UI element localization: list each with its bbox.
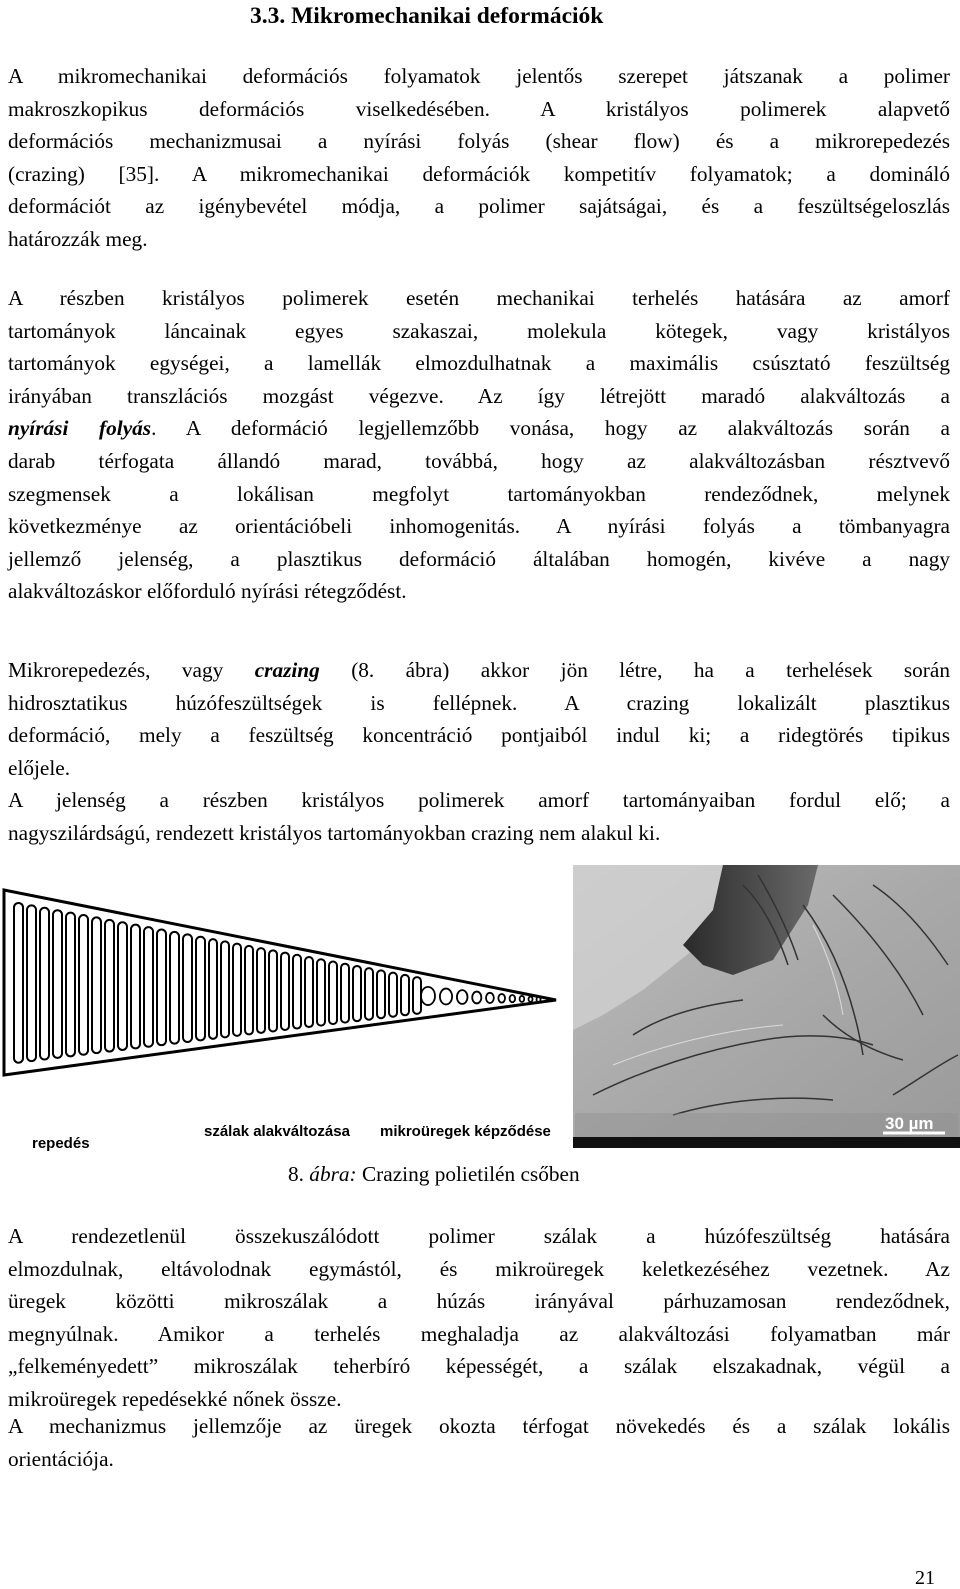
fibril: [27, 905, 36, 1061]
fibril: [209, 939, 217, 1039]
text-line: megnyúlnak. Amikor a terhelés meghaladja az alakváltozási folyamatban már: [8, 1321, 950, 1346]
paragraph-crazing: [8, 654, 950, 784]
fibril: [183, 934, 192, 1042]
text-line: A részben kristályos polimerek esetén mechanikai terhelés hatására az amorf: [8, 286, 950, 310]
info-strip: [573, 1137, 960, 1148]
fibril: [245, 946, 253, 1035]
fibril: [53, 910, 62, 1058]
fibril: [170, 932, 179, 1044]
fibril: [365, 968, 373, 1020]
label-void-formation: mikroüregek képződése: [380, 1123, 551, 1140]
paragraph-summary: [8, 1410, 950, 1475]
text-line: makroszkopikus deformációs viselkedésében. A kristályos polimerek alapvető: [8, 96, 950, 121]
text-line: A rendezetlenül összekuszálódott polimer szálak a húzófeszültség hatására: [8, 1224, 950, 1248]
text-fragment: . A deformáció legjellemzőbb vonása, hogy az alakváltozás során a: [151, 416, 950, 441]
fibril: [144, 927, 153, 1047]
fibril: [257, 948, 265, 1033]
void: [457, 990, 468, 1004]
text-line: nagyszilárdságú, rendezett kristályos tartományokban crazing nem alakul ki.: [8, 820, 661, 845]
void: [498, 994, 505, 1003]
void: [440, 989, 452, 1005]
fibril: [377, 970, 385, 1018]
fibril: [353, 966, 361, 1021]
fibril: [131, 925, 140, 1049]
term-shear-flow: nyírási folyás: [8, 416, 152, 441]
craze-schematic-diagram: [0, 880, 572, 1155]
fibril: [118, 922, 127, 1050]
text-line: irányában transzlációs mozgást végezve. Az így létrejött maradó alakváltozás a: [8, 383, 950, 408]
scale-bar-label: 30 µm: [885, 1114, 934, 1133]
label-fibril-deformation: szálak alakváltozása: [204, 1123, 350, 1140]
text-line: tartományok láncainak egyes szakaszai, molekula kötegek, vagy kristályos: [8, 318, 950, 343]
section-heading: 3.3. Mikromechanikai deformációk: [250, 3, 604, 29]
fibril: [79, 915, 88, 1055]
fibril: [341, 964, 349, 1023]
page-number: 21: [915, 1567, 935, 1589]
fibril: [389, 973, 397, 1017]
void: [537, 997, 541, 1002]
fibril: [196, 937, 205, 1041]
fibril: [305, 957, 313, 1027]
paragraph-intro: [8, 60, 950, 256]
void: [421, 987, 435, 1005]
text-line: jellemző jelenség, a plasztikus deformáció általában homogén, kivéve a nagy: [8, 546, 950, 571]
label-crack: repedés: [32, 1135, 90, 1152]
fibril: [40, 908, 49, 1060]
text-line: deformációs mechanizmusai a nyírási folyás (shear flow) és a mikrorepedezés: [8, 129, 950, 154]
fibril: [317, 959, 325, 1025]
text-line: határozzák meg.: [8, 226, 148, 251]
text-line: A mechanizmus jellemzője az üregek okozta térfogat növekedés és a szálak lokális: [8, 1414, 950, 1438]
text-line: A jelenség a részben kristályos polimerek amorf tartományaiban fordul elő; a: [8, 788, 950, 812]
fibril: [233, 944, 241, 1036]
sem-micrograph: [573, 865, 960, 1148]
text-line: alakváltozáskor előforduló nyírási rétegződést.: [8, 579, 407, 604]
text-line: deformációt az igénybevétel módja, a polimer sajátságai, és a feszültségeloszlás: [8, 194, 950, 219]
fibril: [281, 953, 289, 1030]
text-line: elmozdulnak, eltávolodnak egymástól, és mikroüregek keletkezéséhez vezetnek. Az: [8, 1256, 950, 1281]
fibril: [66, 913, 75, 1057]
text-fragment: (8. ábra) akkor jön létre, ha a terhelések során: [319, 658, 950, 682]
text-line: „felkeményedett” mikroszálak teherbíró képességét, a szálak elszakadnak, végül a: [8, 1354, 950, 1379]
fibril: [269, 950, 277, 1031]
text-line: szegmensek a lokálisan megfolyt tartományokban rendeződnek, melynek: [8, 481, 950, 506]
fibril: [221, 941, 229, 1037]
text-line-emphasis: [8, 654, 950, 687]
term-crazing: crazing: [254, 658, 320, 682]
fibril: [329, 961, 337, 1024]
fibril: [157, 930, 166, 1046]
text-line: darab térfogata állandó marad, továbbá, hogy az alakváltozásban résztvevő: [8, 448, 950, 473]
text-line: orientációja.: [8, 1446, 114, 1471]
void: [529, 997, 533, 1002]
text-line: előjele.: [8, 755, 71, 780]
void: [486, 993, 494, 1003]
text-line: A mikromechanikai deformációs folyamatok jelentős szerepet játszanak a polimer: [8, 64, 950, 88]
caption-label: ábra:: [309, 1162, 357, 1186]
caption-text: Crazing polietilén csőben: [356, 1162, 580, 1186]
caption-number: 8.: [288, 1162, 310, 1186]
text-line: következménye az orientációbeli inhomogenitás. A nyírási folyás a tömbanyagra: [8, 514, 950, 539]
text-line: (crazing) [35]. A mikromechanikai deformációk kompetitív folyamatok; a domináló: [8, 161, 950, 186]
text-line: deformáció, mely a feszültség koncentráció pontjaiból indul ki; a ridegtörés tipikus: [8, 723, 950, 748]
figure-caption: [288, 1159, 580, 1189]
text-line: üregek közötti mikroszálak a húzás irányával párhuzamosan rendeződnek,: [8, 1289, 950, 1314]
fibril: [105, 920, 114, 1052]
void: [520, 996, 525, 1002]
text-line: tartományok egységei, a lamellák elmozdulhatnak a maximális csúsztató feszültség: [8, 351, 950, 376]
text-line-emphasis: [8, 412, 950, 445]
fibril: [413, 977, 421, 1014]
fibril: [92, 917, 101, 1053]
text-line: mikroüregek repedésekké nőnek össze.: [8, 1386, 342, 1411]
text-line: hidrosztatikus húzófeszültségek is fellépnek. A crazing lokalizált plasztikus: [8, 690, 950, 715]
paragraph-amorphous: [8, 784, 950, 849]
void: [472, 992, 481, 1004]
void: [510, 995, 516, 1002]
fibril: [401, 975, 409, 1015]
fibril: [293, 955, 301, 1029]
paragraph-shear-flow: [8, 282, 950, 608]
paragraph-mechanism: [8, 1220, 950, 1416]
fibril: [14, 903, 23, 1063]
text-fragment: Mikrorepedezés, vagy: [8, 658, 255, 682]
